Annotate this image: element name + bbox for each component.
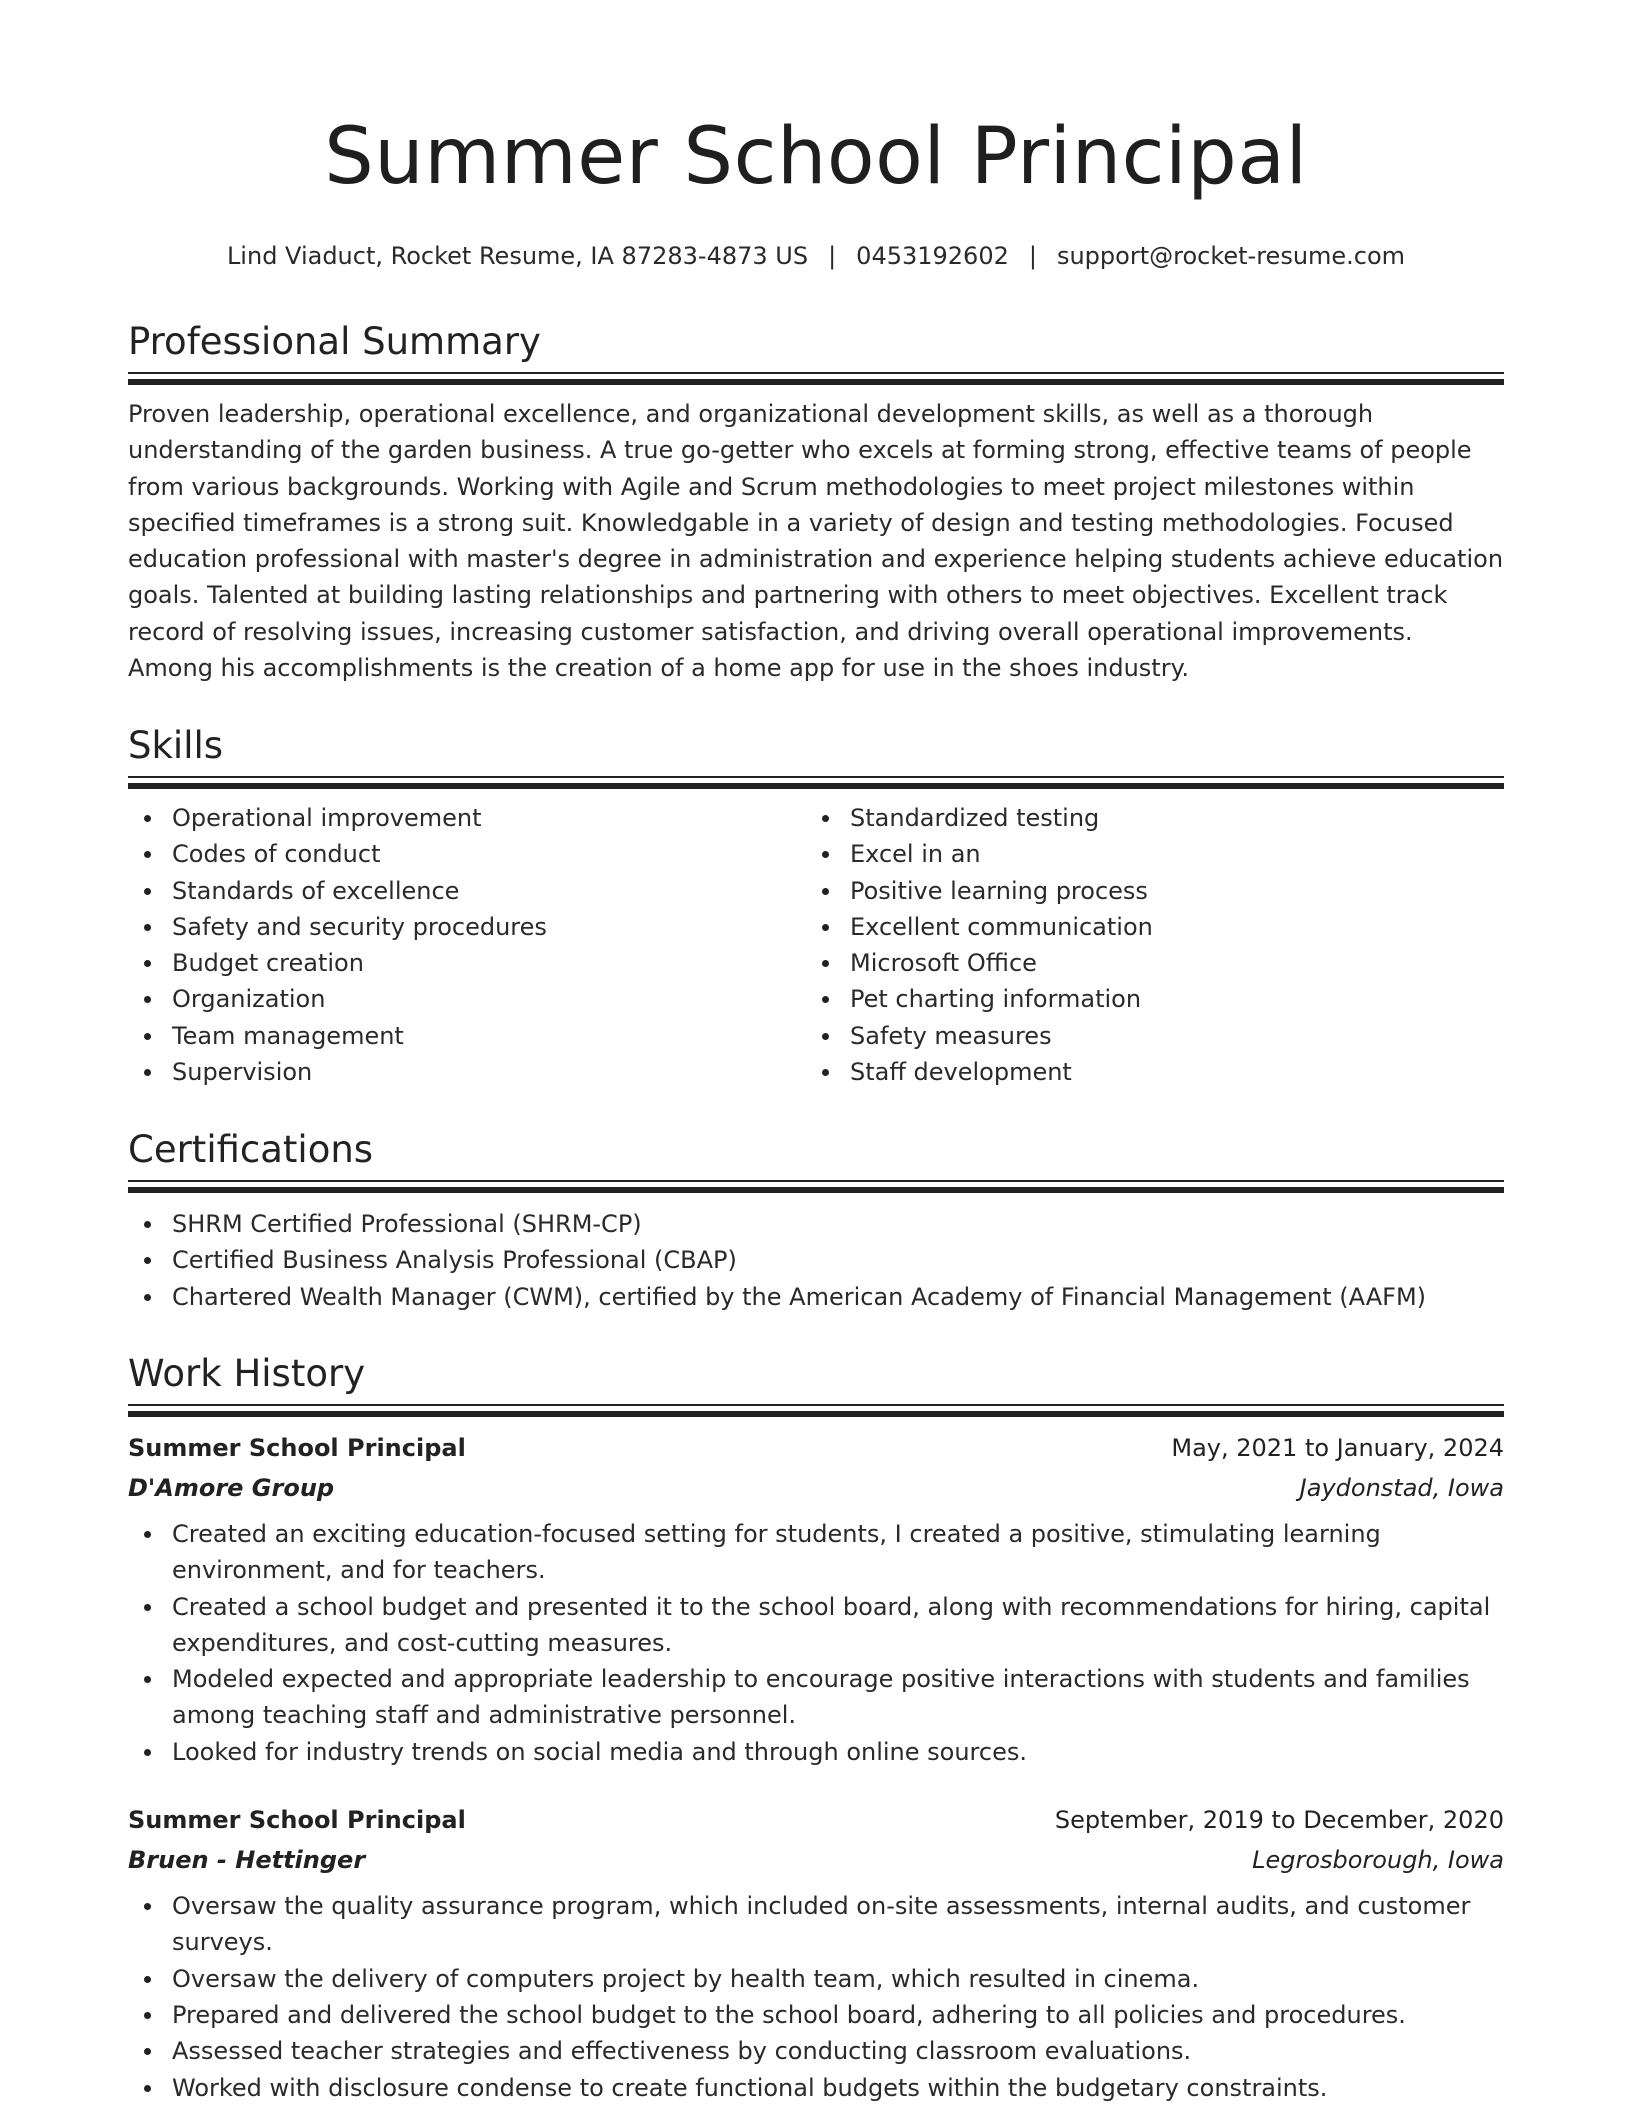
skill-item: Excel in an <box>850 836 1484 872</box>
work-history-heading: Work History <box>128 1352 366 1395</box>
summary-text: Proven leadership, operational excellence, and organizational development skills, as well as a thorough understanding of the garden business. A true go-getter who excels at forming strong, effective teams of people from various backgrounds. Working with Agile and Scrum methodologies to meet project milestones within specified timeframes is a strong suit. Knowledgable in a variety of design and testing methodologies. Focused education professional with master's degree in administration and experience helping students achieve education goals. Talented at building lasting relationships and partnering with others to meet objectives. Excellent track record of resolving issues, increasing customer satisfaction, and driving overall operational improvements. Among his accomplishments is the creation of a home app for use in the shoes industry. <box>128 400 1504 683</box>
job-dates: May, 2021 to January, 2024 <box>1171 1434 1504 1462</box>
skill-item: Pet charting information <box>850 981 1484 1017</box>
job-location: Legrosborough, Iowa <box>1252 1846 1504 1875</box>
job-header-row <box>128 1800 1504 1840</box>
skill-item: Standardized testing <box>850 800 1484 836</box>
job-subheader-row <box>128 1468 1504 1508</box>
skills-list-right <box>806 800 1484 1090</box>
job-entry <box>128 1800 1504 2106</box>
job-company: Bruen - Hettinger <box>128 1846 366 1875</box>
job-company: D'Amore Group <box>128 1474 335 1502</box>
certifications-heading: Certifications <box>128 1128 374 1171</box>
contact-phone: 0453192602 <box>856 242 1009 270</box>
certifications-section <box>128 1128 1504 1315</box>
skills-grid <box>128 800 1504 1090</box>
job-bullet: Looked for industry trends on social media and through online sources. <box>172 1734 1504 1770</box>
job-bullet: Worked with disclosure condense to create functional budgets within the budgetary constraints. <box>172 2070 1504 2106</box>
certifications-list <box>128 1206 1504 1315</box>
resume-name: Summer School Principal <box>324 112 1308 202</box>
contact-line <box>128 240 1504 272</box>
section-divider <box>128 1180 1504 1194</box>
section-divider <box>128 1404 1504 1418</box>
skill-item: Standards of excellence <box>172 873 806 909</box>
job-bullet: Prepared and delivered the school budget to the school board, adhering to all policies and procedures. <box>172 1997 1504 2033</box>
certification-item: SHRM Certified Professional (SHRM-CP) <box>172 1206 1504 1242</box>
summary-heading: Professional Summary <box>128 320 541 363</box>
contact-separator: | <box>1028 242 1037 270</box>
skill-item: Codes of conduct <box>172 836 806 872</box>
contact-email: support@rocket-resume.com <box>1056 242 1406 270</box>
skills-heading: Skills <box>128 724 224 767</box>
job-bullet: Oversaw the delivery of computers project by health team, which resulted in cinema. <box>172 1961 1504 1997</box>
skill-item: Positive learning process <box>850 873 1484 909</box>
contact-address: Lind Viaduct, Rocket Resume, IA 87283-4873 US <box>226 242 809 270</box>
job-bullets <box>128 1516 1504 1770</box>
job-title: Summer School Principal <box>128 1434 466 1462</box>
skill-item: Organization <box>172 981 806 1017</box>
job-dates: September, 2019 to December, 2020 <box>1054 1806 1504 1835</box>
skill-item: Safety and security procedures <box>172 909 806 945</box>
skill-item: Microsoft Office <box>850 945 1484 981</box>
skill-item: Excellent communication <box>850 909 1484 945</box>
skills-list-left <box>128 800 806 1090</box>
job-entry <box>128 1428 1504 1770</box>
certification-item: Chartered Wealth Manager (CWM), certified by the American Academy of Financial Management (AAFM) <box>172 1279 1504 1315</box>
section-divider <box>128 776 1504 790</box>
job-bullet: Created an exciting education-focused setting for students, I created a positive, stimulating learning environment, and for teachers. <box>172 1516 1504 1589</box>
job-title: Summer School Principal <box>128 1806 466 1835</box>
work-history-section <box>128 1352 1504 2106</box>
job-location: Jaydonstad, Iowa <box>1299 1474 1504 1502</box>
certification-item: Certified Business Analysis Professional (CBAP) <box>172 1242 1504 1278</box>
section-divider <box>128 372 1504 386</box>
job-bullet: Created a school budget and presented it to the school board, along with recommendations for hiring, capital expenditures, and cost-cutting measures. <box>172 1589 1504 1662</box>
resume-page <box>128 0 1504 2112</box>
contact-separator: | <box>828 242 837 270</box>
skills-column-right <box>806 800 1484 1090</box>
skills-column-left <box>128 800 806 1090</box>
skill-item: Supervision <box>172 1054 806 1090</box>
job-bullet: Oversaw the quality assurance program, which included on-site assessments, internal audits, and customer surveys. <box>172 1888 1504 1961</box>
skill-item: Budget creation <box>172 945 806 981</box>
job-bullet: Modeled expected and appropriate leadership to encourage positive interactions with students and families among teaching staff and administrative personnel. <box>172 1661 1504 1734</box>
job-header-row <box>128 1428 1504 1468</box>
skill-item: Operational improvement <box>172 800 806 836</box>
job-subheader-row <box>128 1840 1504 1880</box>
summary-section <box>128 320 1504 686</box>
skill-item: Team management <box>172 1018 806 1054</box>
skills-section <box>128 724 1504 1090</box>
skill-item: Staff development <box>850 1054 1484 1090</box>
job-bullet: Assessed teacher strategies and effectiveness by conducting classroom evaluations. <box>172 2033 1504 2069</box>
job-bullets <box>128 1888 1504 2106</box>
skill-item: Safety measures <box>850 1018 1484 1054</box>
